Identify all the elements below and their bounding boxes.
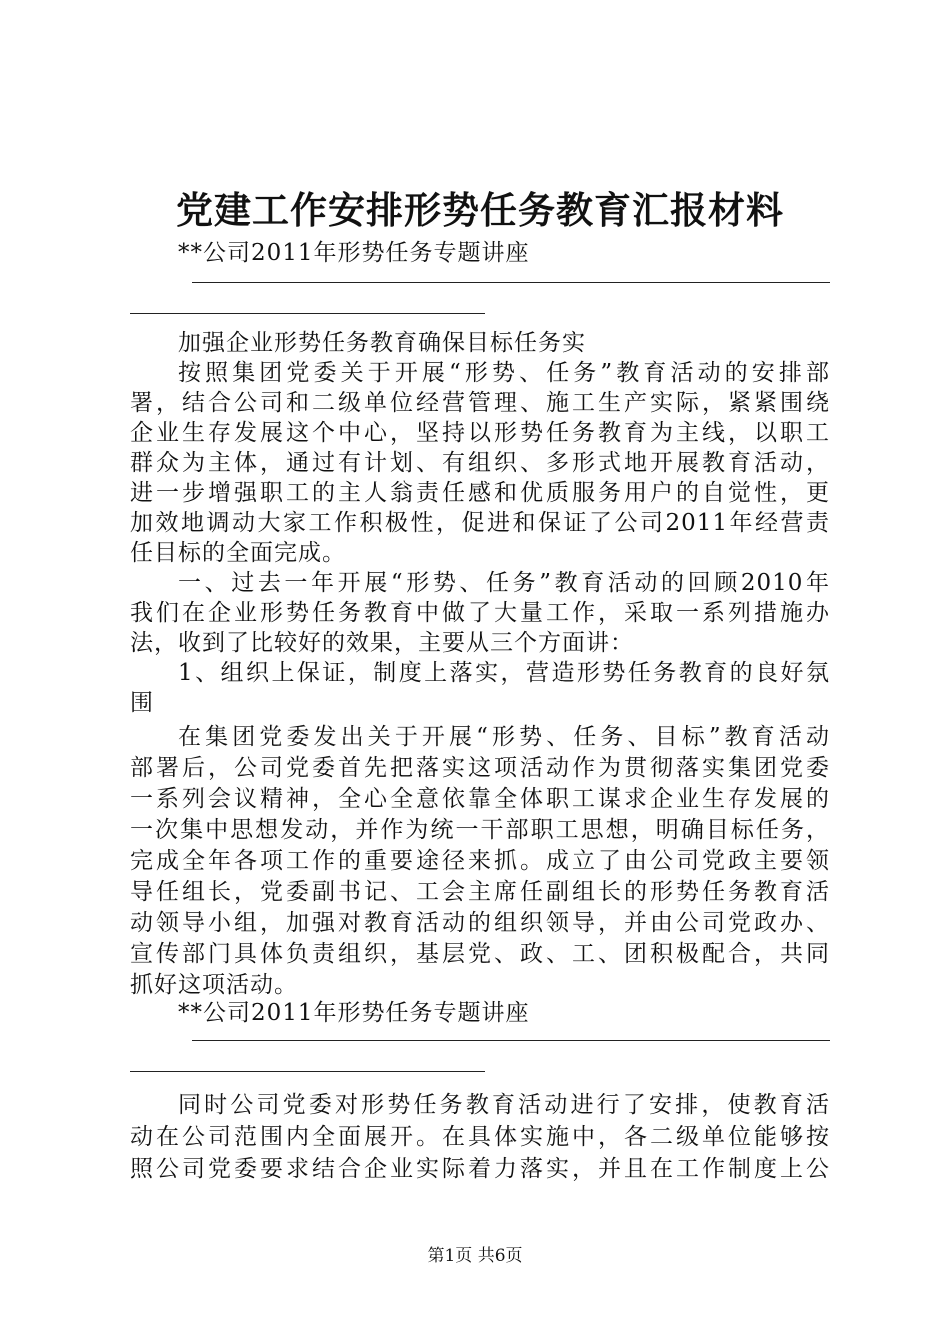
paragraph-line: 同时公司党委对形势任务教育活动进行了安排，使教育活 (178, 1092, 830, 1118)
paragraph-line: 加效地调动大家工作积极性，促进和保证了公司2011年经营责 (130, 510, 830, 536)
separator-rule (192, 282, 830, 283)
paragraph-line: 导任组长，党委副书记、工会主席任副组长的形势任务教育活 (130, 879, 830, 905)
paragraph-line: 一系列会议精神，全心全意依靠全体职工谋求企业生存发展的 (130, 786, 830, 812)
paragraph-line: 围 (130, 690, 154, 716)
page-number: 第1页 共6页 (427, 1246, 523, 1266)
separator-rule (130, 313, 485, 314)
paragraph-line: 进一步增强职工的主人翁责任感和优质服务用户的自觉性，更 (130, 480, 830, 506)
paragraph-line: 在集团党委发出关于开展“形势、任务、目标”教育活动 (178, 724, 830, 750)
paragraph-line: 1、组织上保证，制度上落实，营造形势任务教育的良好氛 (178, 660, 830, 686)
section-heading: 加强企业形势任务教育确保目标任务实 (178, 330, 586, 356)
separator-rule (192, 1040, 830, 1041)
paragraph-line: 我们在企业形势任务教育中做了大量工作，采取一系列措施办 (130, 600, 830, 626)
paragraph-line: 按照集团党委关于开展“形势、任务”教育活动的安排部 (178, 360, 830, 386)
paragraph-line: 照公司党委要求结合企业实际着力落实，并且在工作制度上公 (130, 1156, 830, 1182)
paragraph-line: 法，收到了比较好的效果，主要从三个方面讲： (130, 630, 634, 656)
paragraph-line: 一、过去一年开展“形势、任务”教育活动的回顾2010年 (178, 570, 830, 596)
subtitle-line: **公司2011年形势任务专题讲座 (178, 1000, 530, 1026)
paragraph-line: 署，结合公司和二级单位经营管理、施工生产实际，紧紧围绕 (130, 390, 830, 416)
paragraph-line: 宣传部门具体负责组织，基层党、政、工、团积极配合，共同 (130, 941, 830, 967)
paragraph-line: 动在公司范围内全面展开。在具体实施中，各二级单位能够按 (130, 1124, 830, 1150)
paragraph-line: 一次集中思想发动，并作为统一干部职工思想，明确目标任务， (130, 817, 830, 843)
document-title: 党建工作安排形势任务教育汇报材料 (176, 188, 784, 232)
paragraph-line: 企业生存发展这个中心，坚持以形势任务教育为主线，以职工 (130, 420, 830, 446)
subtitle-line: **公司2011年形势任务专题讲座 (178, 240, 530, 266)
paragraph-line: 部署后，公司党委首先把落实这项活动作为贯彻落实集团党委 (130, 755, 830, 781)
paragraph-line: 抓好这项活动。 (130, 972, 298, 998)
paragraph-line: 完成全年各项工作的重要途径来抓。成立了由公司党政主要领 (130, 848, 830, 874)
separator-rule (130, 1071, 485, 1072)
paragraph-line: 动领导小组，加强对教育活动的组织领导，并由公司党政办、 (130, 910, 830, 936)
paragraph-line: 任目标的全面完成。 (130, 540, 346, 566)
paragraph-line: 群众为主体，通过有计划、有组织、多形式地开展教育活动， (130, 450, 830, 476)
